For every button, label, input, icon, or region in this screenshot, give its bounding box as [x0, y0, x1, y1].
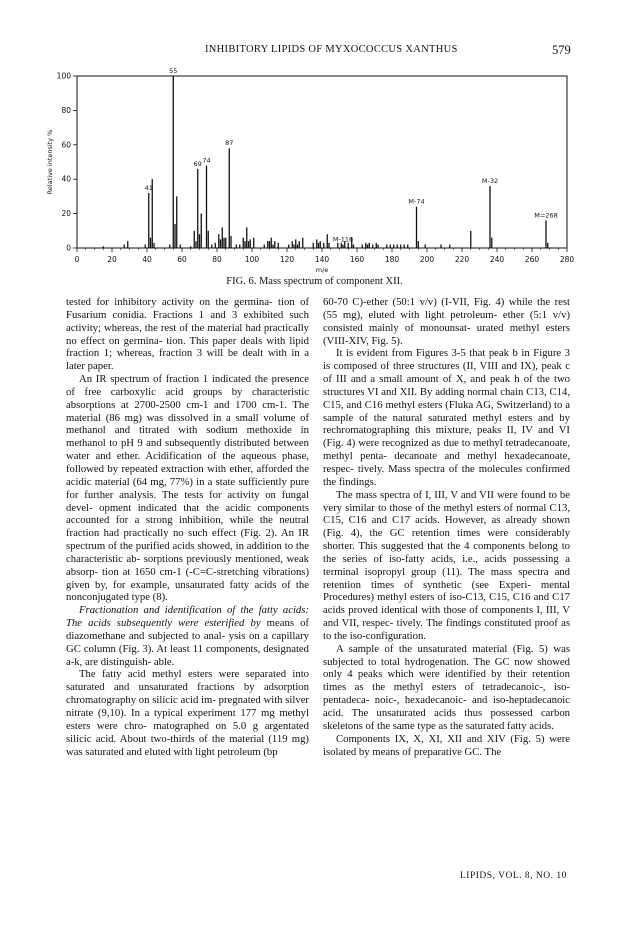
running-header: [0, 44, 629, 58]
paragraph: An IR spectrum of fraction 1 indicated the presence of free carboxylic acid groups by characteristic absorptions at 2700-2500 cm-1 and 1700 cm-1. The material (86 mg) was dissolved in a small volume of methanol and titrated with sodium methoxide in methanol to pH 9 and subsequently distributed between water and ether. Acidification of the aqueous phase, followed by repeated extraction with ether, afforded the acidic material (64 mg, 77%) in a state sufficiently pure for further analysis. The tests for activity on fungal devel- opment indicated that the acidic components accounted for a strong inhibition, while the neutral fraction had practically no such effect (Fig. 2). An IR spectrum of the purified acids showed, in addition to the characteristic ab- sorptions previously mentioned, weak absorp- tion at 1650 cm-1 (-C=C-stretching vibrations) given by, for example, unsaturated fatty acids of the nonconjugated type (8).: [66, 373, 310, 604]
peak-label: 41: [144, 183, 153, 192]
x-tick-label: 80: [212, 255, 222, 264]
peak-label: 55: [169, 67, 178, 75]
x-tick-label: 220: [454, 255, 470, 264]
x-tick-label: 160: [349, 255, 365, 264]
x-tick-label: 60: [177, 255, 187, 264]
x-tick-label: 280: [559, 255, 575, 264]
x-tick-label: 40: [142, 255, 152, 264]
peak-label: 69: [193, 159, 202, 168]
plot-frame: [77, 76, 567, 248]
journal-footer: LIPIDS, VOL. 8, NO. 10: [460, 871, 567, 881]
x-tick-label: 180: [384, 255, 400, 264]
y-tick-label: 0: [66, 243, 71, 253]
y-tick-label: 60: [61, 140, 71, 150]
y-tick-label: 20: [61, 209, 71, 219]
peak-label: 87: [225, 139, 234, 148]
x-tick-label: 100: [244, 255, 260, 264]
paragraph: tested for inhibitory activity on the germina- tion of Fusarium conidia. Fractions 1 and 3 exhibited such activity; whereas, the rest of the material had practically no effect on germina- tion. This paper deals with lipid fraction 1; whereas, fraction 3 will be dealt with in a later paper.: [66, 296, 310, 373]
paragraph: A sample of the unsaturated material (Fig. 5) was subjected to total hydrogenation. The GC now showed only 4 peaks which were identified by their retention times as the methyl esters of tetradecanoic-, iso-pentadeca- noic-, hexadecanoic- and iso-heptadecanoic acid. The unsaturated acids thus possessed carbon skeletons of the same type as the saturated fatty acids.: [323, 642, 571, 732]
paragraph: The fatty acid methyl esters were separated into saturated and unsaturated fractions by adsorption chromatography on silicic acid im- pregnated with silver nitrate (9,10). In a typical experiment 177 mg methyl esters were chro- matographed on 5.0 g argentated silicic acid. About two-thirds of the material (119 mg) was saturated and eluted with light petroleum (bp: [66, 668, 310, 758]
paragraph: It is evident from Figures 3-5 that peak b in Figure 3 is composed of three structures (II, VIII and IX), peak c of III and a small amount of X, and peak h of the two structures VI and XII. By adding normal chain C13, C14, C15, and C16 methyl esters (Fluka AG, Switzerland) to a sample of the natural saturated methyl esters and by rechromatographing this mixture, peaks II, IV and VI (Fig. 4) were recognized as due to methyl tetradecanoate, methyl penta- decanoate and methyl hexadecanoate, respec- tively. Mass spectra of the molecules confirmed the findings.: [323, 347, 571, 488]
x-tick-label: 200: [419, 255, 435, 264]
paragraph: The mass spectra of I, III, V and VII were found to be very similar to those of the methyl esters of normal C13, C15, C16 and C17 acids. However, as already shown (Fig. 4), the GC retention times were considerably shorter. This suggested that the 4 components belong to the series of iso-fatty acids, i.e., acids possessing a terminal isopropyl group (11). The mass spectra and retention times of synthetic (see Experi- mental Procedures) methyl esters of iso-C13, C15, C16 and C17 acids proved identical with those of components I, III, V and VII, respec- tively. The findings constituted proof as to the iso-configuration.: [323, 488, 571, 642]
x-tick-label: 120: [279, 255, 295, 264]
peak-label: M-116: [332, 235, 354, 244]
running-title: INHIBITORY LIPIDS OF MYXOCOCCUS XANTHUS: [205, 44, 458, 55]
y-axis-label: Relative intensity %: [46, 129, 54, 195]
mass-spectrum-chart: [0, 62, 629, 292]
figure-caption: FIG. 6. Mass spectrum of component XII.: [226, 276, 403, 287]
x-tick-label: 140: [314, 255, 330, 264]
paragraph: Components IX, X, XI, XII and XIV (Fig. 5) were isolated by means of preparative GC. The: [323, 732, 571, 758]
x-tick-label: 260: [524, 255, 540, 264]
x-axis-label: m/e: [315, 266, 329, 274]
left-column: [66, 296, 309, 758]
right-column: [323, 296, 570, 758]
peak-label: M-74: [408, 197, 425, 206]
paragraph: Fractionation and identification of the fatty acids: The acids subsequently were esterified by means of diazomethane and subjected to anal- ysis on a capillary GC column (Fig. 3). At least 11 components, designated a-k, are distinguish- able.: [66, 604, 310, 668]
y-tick-label: 100: [56, 71, 71, 81]
page-number: 579: [552, 43, 571, 57]
x-tick-label: 20: [107, 255, 117, 264]
peak-label: M-32: [481, 177, 499, 186]
peak-label: 74: [202, 156, 211, 165]
x-tick-label: 0: [74, 255, 80, 264]
x-tick-label: 240: [489, 255, 505, 264]
y-tick-label: 80: [61, 105, 71, 115]
y-tick-label: 40: [61, 174, 71, 184]
peak-label: M=268: [534, 211, 558, 220]
paragraph: 60-70 C)-ether (50:1 v/v) (I-VII, Fig. 4) while the rest (55 mg), eluted with light petroleum- ether (5:1 v/v) consisted mainly of monounsat- urated methyl esters (VIII-XIV, Fig. 5).: [323, 296, 571, 347]
